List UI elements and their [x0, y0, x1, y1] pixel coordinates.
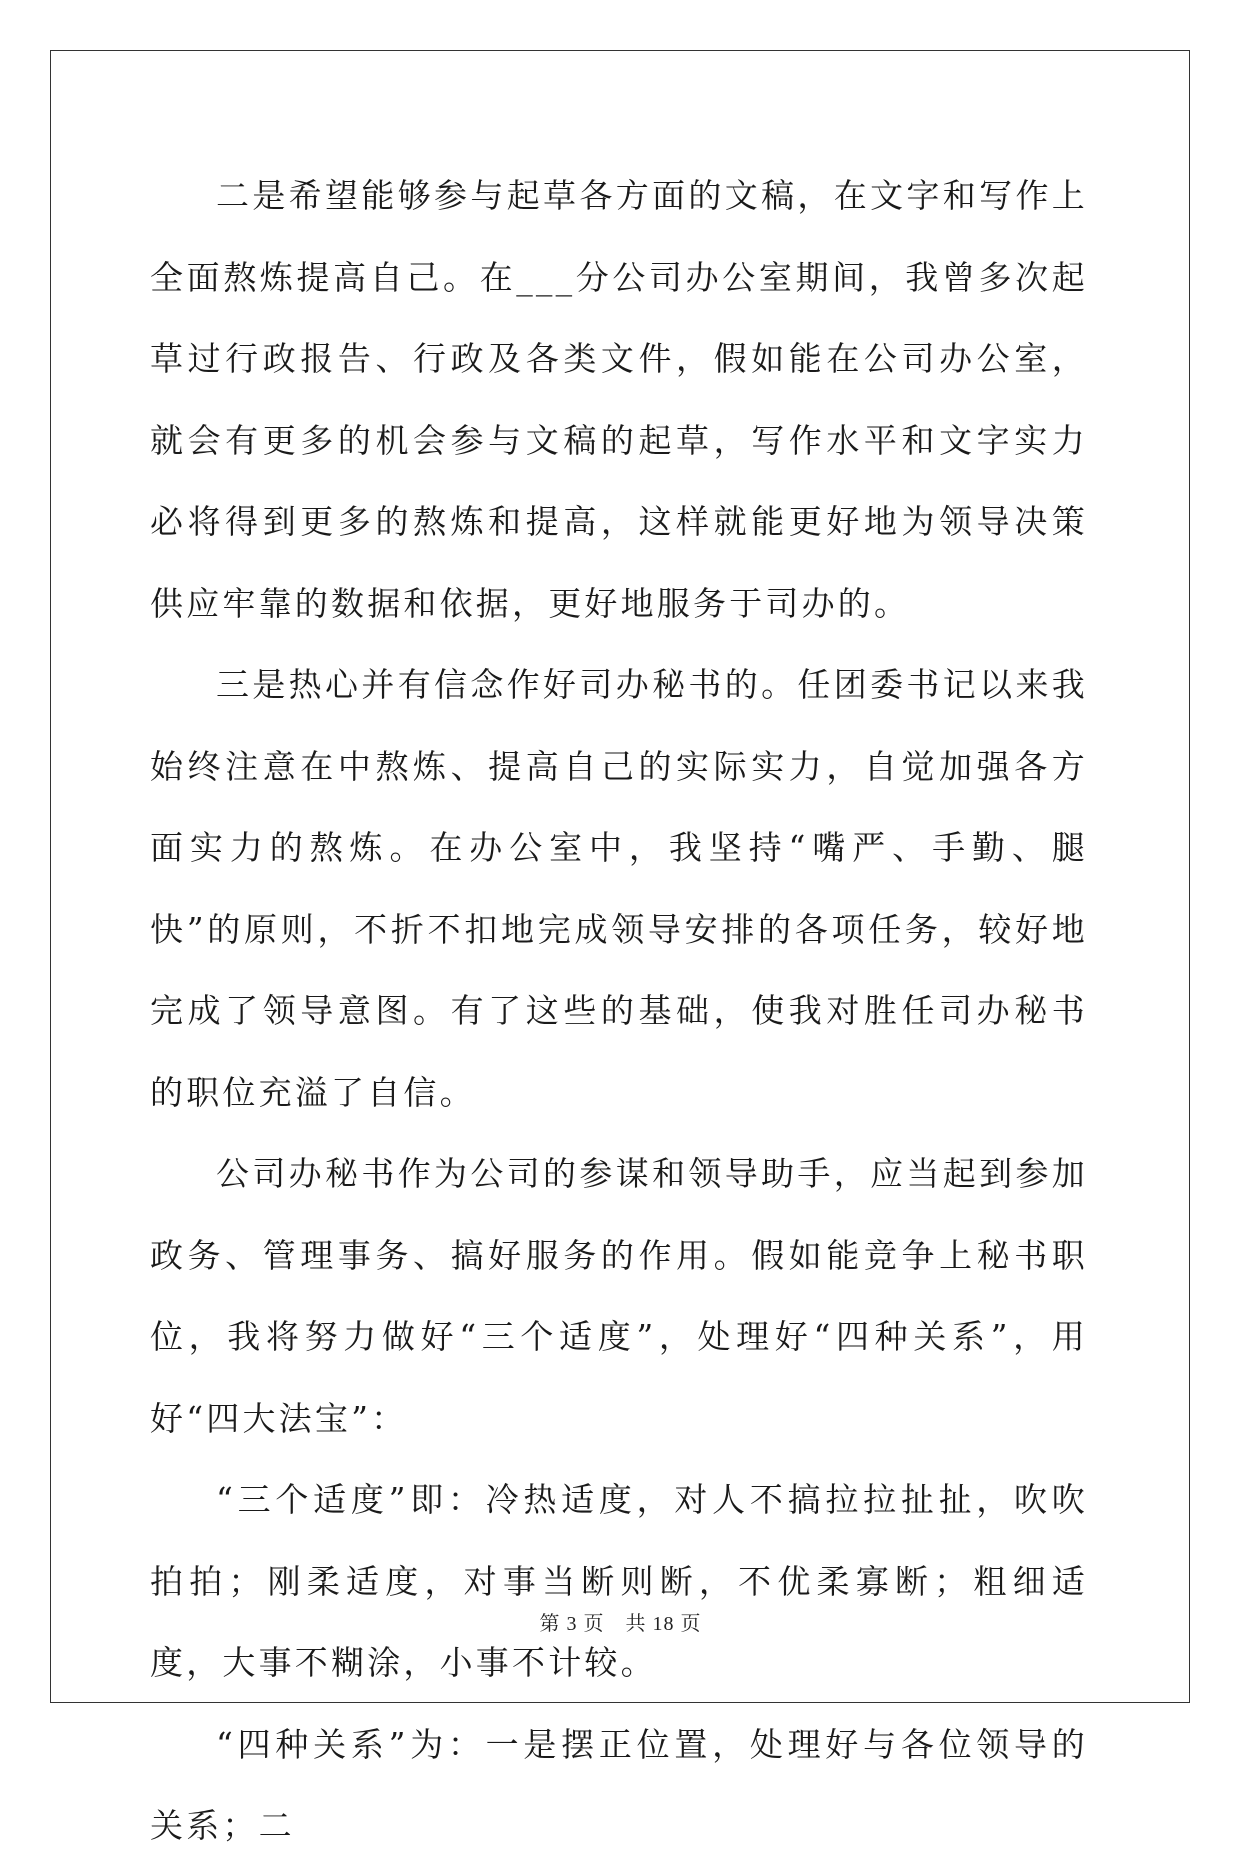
- paragraph: 公司办秘书作为公司的参谋和领导助手，应当起到参加政务、管理事务、搞好服务的作用。假如能竞争上秘书职位，我将努力做好“三个适度”，处理好“四种关系”，用好“四大法宝”：: [150, 1154, 1088, 1438]
- paragraph: “三个适度”即：冷热适度，对人不搞拉拉扯扯，吹吹拍拍；刚柔适度，对事当断则断，不优柔寡断；粗细适度，大事不糊涂，小事不计较。: [150, 1480, 1088, 1682]
- paragraph: 三是热心并有信念作好司办秘书的。任团委书记以来我始终注意在中熬炼、提高自己的实际实力，自觉加强各方面实力的熬炼。在办公室中，我坚持“嘴严、手勤、腿快”的原则，不折不扣地完成领导安排的各项任务，较好地完成了领导意图。有了这些的基础，使我对胜任司办秘书的职位充溢了自信。: [150, 665, 1088, 1112]
- paragraph: “四种关系”为：一是摆正位置，处理好与各位领导的关系；二: [150, 1724, 1088, 1845]
- paragraph: 二是希望能够参与起草各方面的文稿，在文字和写作上全面熬炼提高自己。在___分公司办公室期间，我曾多次起草过行政报告、行政及各类文件，假如能在公司办公室，就会有更多的机会参与文稿的起草，写作水平和文字实力必将得到更多的熬炼和提高，这样就能更好地为领导决策供应牢靠的数据和依据，更好地服务于司办的。: [150, 176, 1088, 623]
- page-number: 第 3 页 共 18 页: [539, 1613, 702, 1635]
